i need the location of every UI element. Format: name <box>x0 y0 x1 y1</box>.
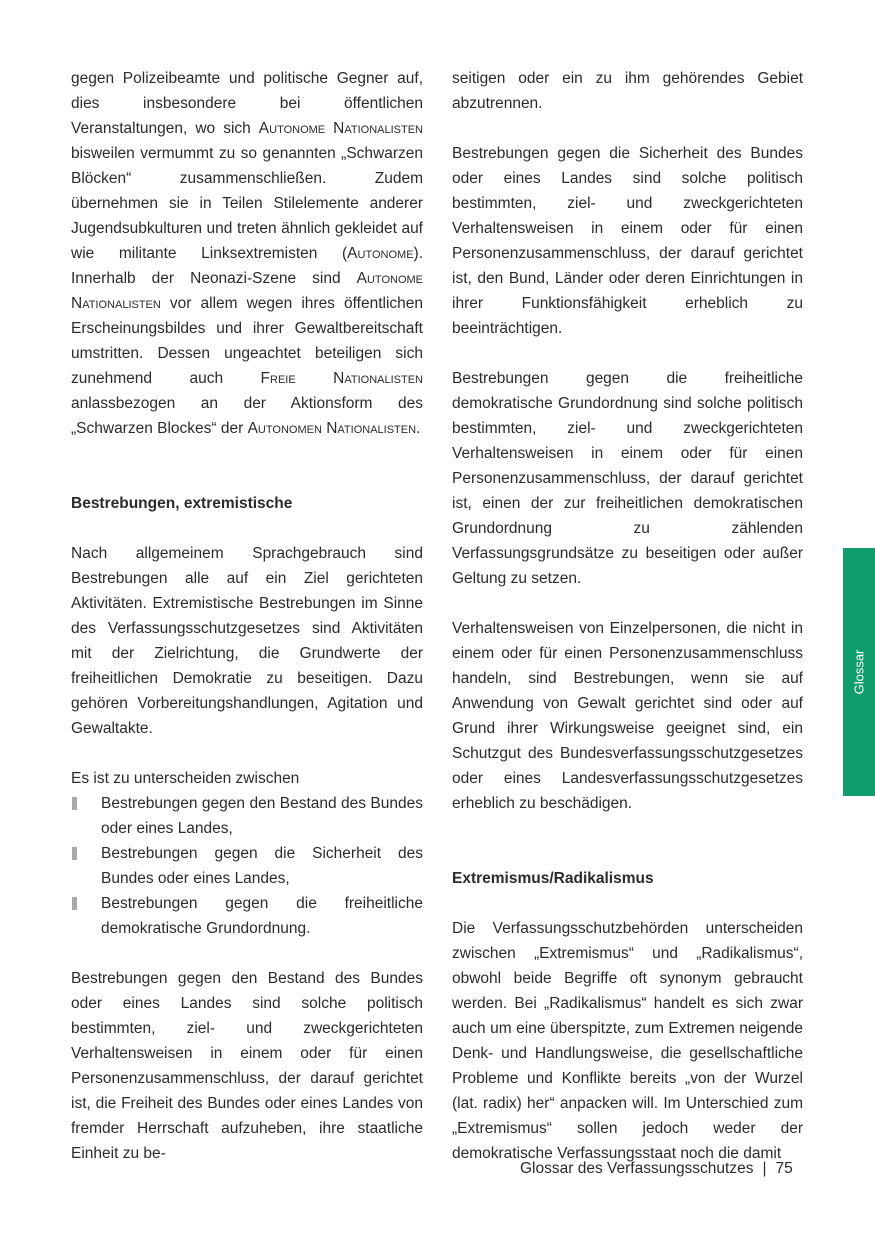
text-run: ). Innerhalb der Neonazi-Szene sind <box>71 245 423 287</box>
left-column <box>71 66 423 1166</box>
paragraph-sicherheit: Bestrebungen gegen die Sicherheit des Bundes oder eines Landes sind solche politisch bestimmten, ziel- und zweckgerichteten Verhaltensweisen in einem oder für einen Personenzusammenschluss, der darauf gerichtet ist, den Bund, Länder oder deren Einrichtungen in ihrer Funktionsfähigkeit erheblich zu beeinträchtigen. <box>452 145 803 337</box>
page-footer <box>520 1156 793 1181</box>
small-caps-term: Autonome Nationalisten <box>258 120 423 137</box>
heading-bestrebungen: Bestrebungen, extremistische <box>71 495 293 512</box>
paragraph-bestand: Bestrebungen gegen den Bestand des Bundes oder eines Landes sind solche politisch bestimmten, ziel- und zweckgerichteten Verhaltensweisen in einem oder für einen Personenzusammenschluss, der darauf gerichtet ist, die Freiheit des Bundes oder eines Landes von fremder Herrschaft aufzuheben, ihre staatliche Einheit zu be- <box>71 970 423 1162</box>
small-caps-term: Freie Nationalisten <box>260 370 423 387</box>
list-item-text: Bestrebungen gegen den Bestand des Bundes oder eines Landes, <box>101 795 423 837</box>
right-column <box>452 66 803 1166</box>
paragraph-einzelpersonen: Verhaltensweisen von Einzelpersonen, die nicht in einem oder für einen Personenzusammenschluss handeln, sind Bestrebungen, wenn sie auf Anwendung von Gewalt gerichtet sind oder auf Grund ihrer Wirkungsweise geeignet sind, ein Schutzgut des Bundesverfassungsschutzgesetzes oder eines Landesverfassungsschutzgesetzes erheblich zu beschädigen. <box>452 620 803 812</box>
heading-extremismus: Extremismus/Radikalismus <box>452 870 654 887</box>
paragraph-bestand-continued: seitigen oder ein zu ihm gehörendes Gebiet abzutrennen. <box>452 70 803 112</box>
side-tab-label: Glossar <box>851 649 867 695</box>
small-caps-term: Autonomen Nationalisten <box>247 420 417 437</box>
text-run: bisweilen vermummt zu so genannten „Schwarzen Blöcken“ zusammenschließen. Zudem übernehmen sie in Teilen Stilelemente anderer Jugendsubkulturen und treten ähnlich gekleidet auf wie militante Linksextremisten ( <box>71 145 423 262</box>
page-number: 75 <box>775 1160 793 1177</box>
paragraph-grundordnung: Bestrebungen gegen die freiheitliche demokratische Grundordnung sind solche politisch bestimmten, ziel- und zweckgerichteten Verhaltensweisen in einem oder für einen Personenzusammenschluss, der darauf gerichtet ist, einen der zur freiheitlichen demokratischen Grundordnung zu zählenden Verfassungsgrundsätze zu beseitigen oder außer Geltung zu setzen. <box>452 370 803 587</box>
paragraph-list-intro: Es ist zu unterscheiden zwischen <box>71 770 300 787</box>
list-item <box>71 791 423 841</box>
text-run: anlassbezogen an der Aktionsform des „Schwarzen Blockes“ der <box>71 395 423 437</box>
small-caps-term: Autonome Nationalisten <box>71 270 423 312</box>
paragraph-extremismus: Die Verfassungsschutzbehörden unterscheiden zwischen „Extremismus“ und „Radikalismus“, obwohl beide Begriffe oft synonym gebraucht werden. Bei „Radikalismus“ handelt es sich zwar auch um eine überspitzte, zum Extremen neigende Denk- und Handlungsweise, die gesellschaftliche Probleme und Konflikte bereits „von der Wurzel (lat. radix) her“ anpacken will. Im Unterschied zum „Extremismus“ sollen jedoch weder der demokratische Verfassungsstaat noch die damit <box>452 920 803 1162</box>
list-item <box>71 891 423 941</box>
glossar-side-tab <box>843 548 875 796</box>
text-run: . <box>416 420 421 437</box>
list-item <box>71 841 423 891</box>
footer-title: Glossar des Verfassungsschutzes <box>520 1160 754 1177</box>
paragraph-autonome-nationalisten <box>71 66 423 441</box>
list-item-text: Bestrebungen gegen die freiheitliche demokratische Grundordnung. <box>101 895 423 937</box>
bullet-list <box>71 791 423 941</box>
bullet-marker <box>72 847 77 860</box>
small-caps-term: Autonome <box>347 245 414 262</box>
bullet-marker <box>72 797 77 810</box>
footer-separator: | <box>762 1160 767 1177</box>
text-run: gegen Polizeibeamte und politische Gegner auf, dies insbesondere bei öffentlichen Veranstaltungen, wo sich <box>71 70 423 137</box>
list-item-text: Bestrebungen gegen die Sicherheit des Bundes oder eines Landes, <box>101 845 423 887</box>
bullet-marker <box>72 897 77 910</box>
text-run: vor allem wegen ihres öffentlichen Erscheinungsbildes und ihrer Gewaltbereitschaft umstritten. Dessen ungeachtet beteiligen sich zunehmend auch <box>71 295 423 387</box>
paragraph-bestrebungen-definition: Nach allgemeinem Sprachgebrauch sind Bestrebungen alle auf ein Ziel gerichteten Aktivitäten. Extremistische Bestrebungen im Sinne des Verfassungsschutzgesetzes sind Aktivitäten mit der Zielrichtung, die Grundwerte der freiheitlichen Demokratie zu beseitigen. Dazu gehören Vorbereitungshandlungen, Agitation und Gewaltakte. <box>71 545 423 737</box>
